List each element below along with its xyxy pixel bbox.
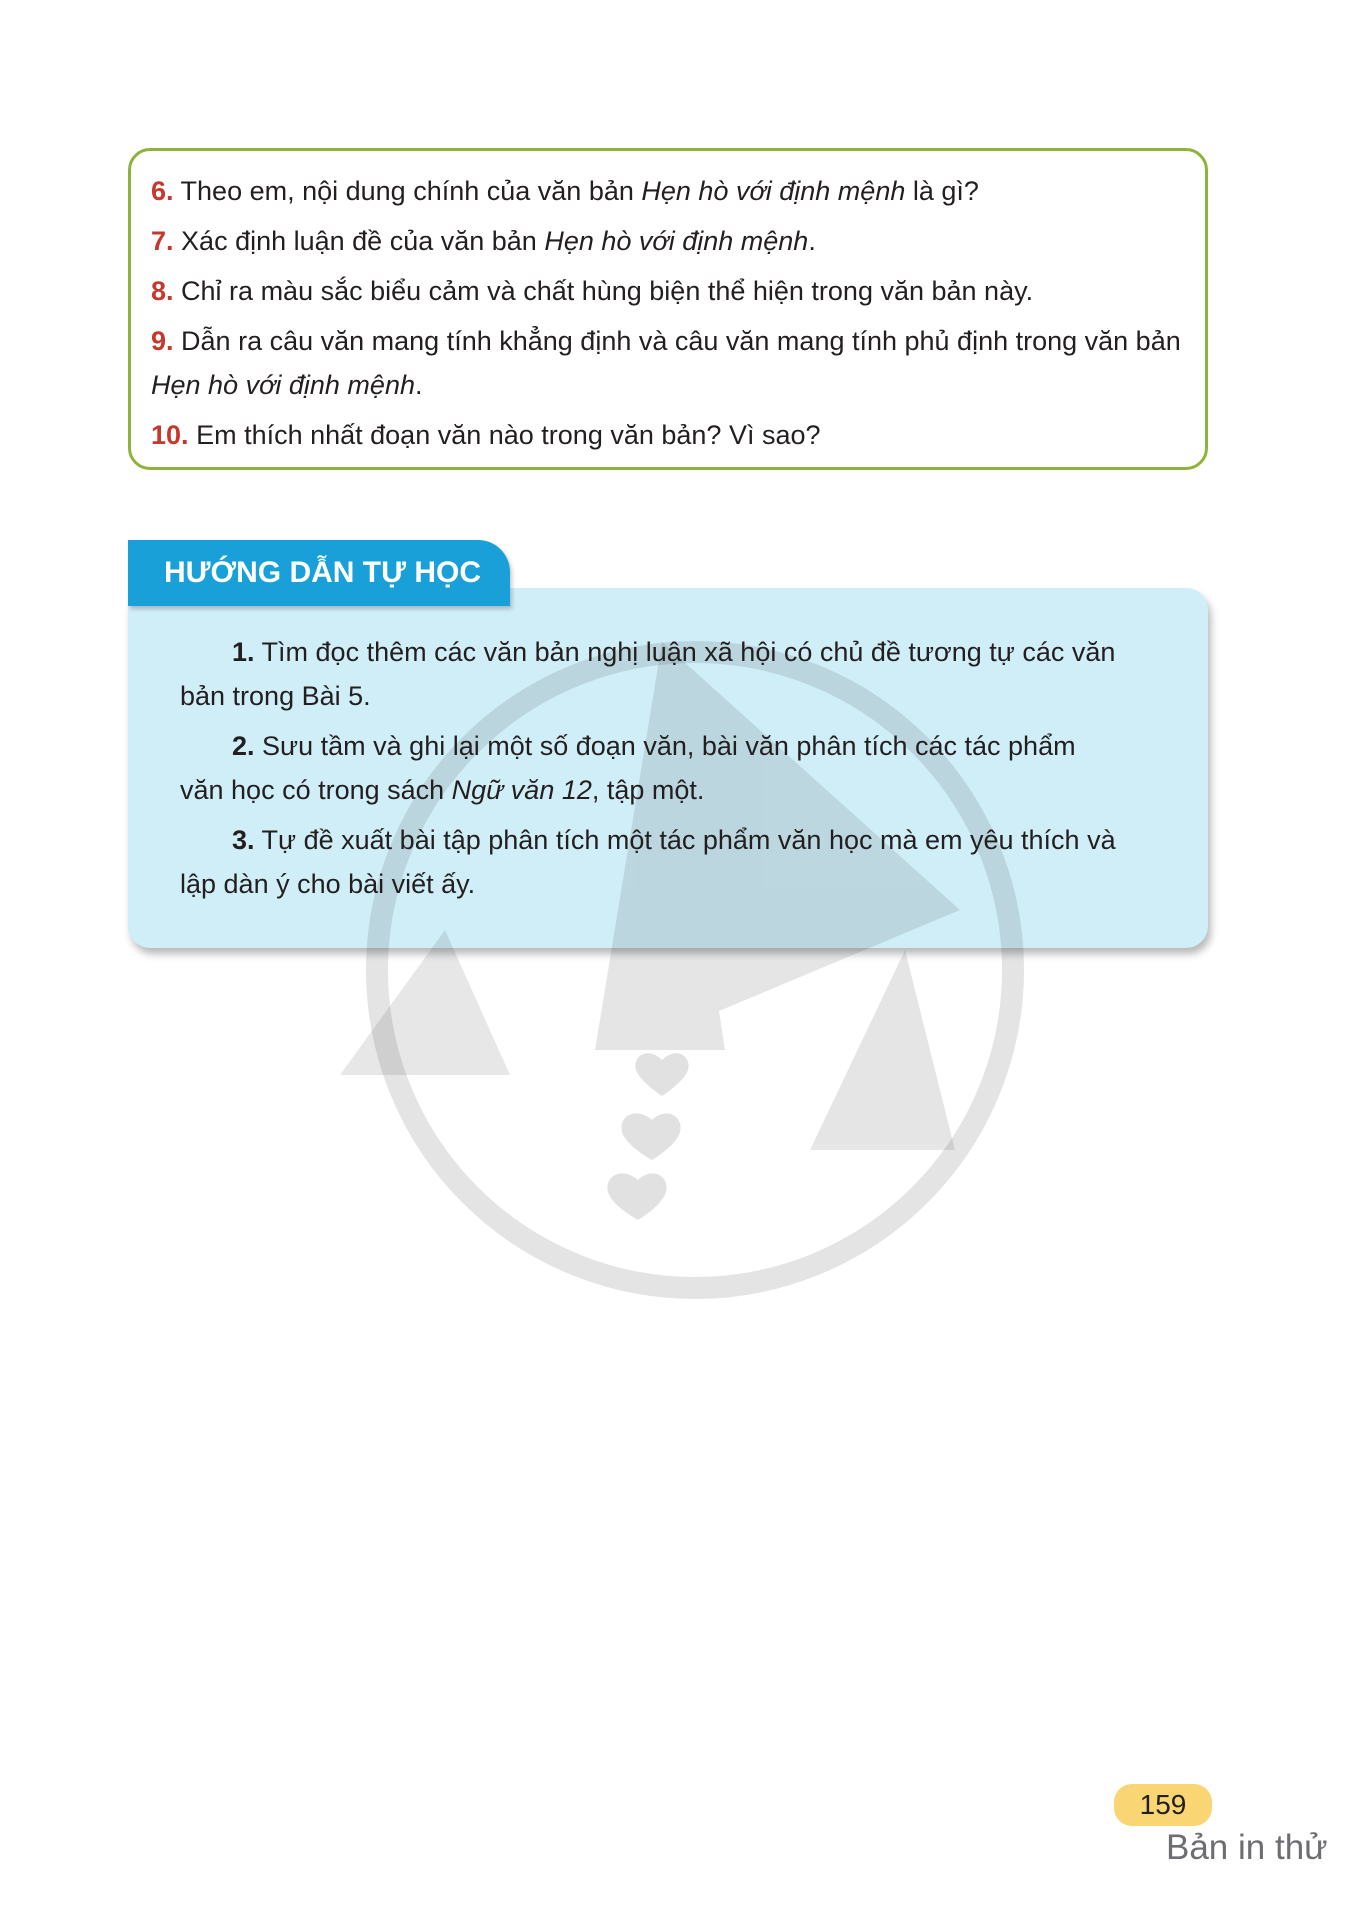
guide-title: HƯỚNG DẪN TỰ HỌC [164, 556, 482, 589]
guide-item-text: Tìm đọc thêm các văn bản nghị luận xã hội có chủ đề tương tự các văn [261, 637, 1116, 667]
work-title: Hẹn hò với định mệnh [544, 226, 809, 256]
question-text: Em thích nhất đoạn văn nào trong văn bản? Vì sao? [196, 420, 821, 450]
guide-item-2-continued [180, 768, 1148, 813]
draft-print-label: Bản in thử [1166, 1828, 1328, 1867]
guide-item-1-continued [180, 674, 1148, 719]
guide-item-text: văn học có trong sách [180, 775, 452, 805]
question-text: . [808, 226, 816, 256]
guide-item-text: bản trong Bài 5. [180, 681, 371, 711]
question-text: là gì? [905, 176, 979, 206]
guide-item-number: 3. [232, 825, 255, 855]
guide-item-number: 2. [232, 731, 255, 761]
guide-item-number: 1. [232, 637, 255, 667]
guide-item-text: lập dàn ý cho bài viết ấy. [180, 869, 476, 899]
question-number: 8. [151, 276, 174, 306]
work-title: Hẹn hò với định mệnh [641, 176, 906, 206]
question-6 [151, 169, 1189, 213]
question-text: Theo em, nội dung chính của văn bản [180, 176, 642, 206]
questions-box [128, 148, 1208, 470]
guide-item-3-continued [180, 862, 1148, 907]
page-number-badge [1114, 1784, 1212, 1826]
guide-item-text: Sưu tầm và ghi lại một số đoạn văn, bài văn phân tích các tác phẩm [262, 731, 1076, 761]
question-number: 7. [151, 226, 174, 256]
question-text: Dẫn ra câu văn mang tính khẳng định và câu văn mang tính phủ định trong văn bản [181, 326, 1181, 356]
question-text: Xác định luận đề của văn bản [181, 226, 545, 256]
guide-item-2 [180, 724, 1148, 769]
guide-header-tab [128, 540, 510, 606]
question-number: 9. [151, 326, 174, 356]
question-text: Chỉ ra màu sắc biểu cảm và chất hùng biện thể hiện trong văn bản này. [181, 276, 1034, 306]
page-number: 159 [1139, 1789, 1187, 1820]
question-8 [151, 269, 1189, 313]
self-study-guide-box [128, 588, 1208, 948]
question-text: . [414, 370, 423, 400]
question-10 [151, 413, 1189, 457]
guide-item-1 [180, 630, 1148, 675]
guide-item-text: Tự đề xuất bài tập phân tích một tác phẩm văn học mà em yêu thích và [261, 825, 1116, 855]
guide-item-3 [180, 818, 1148, 863]
question-9-continued [151, 363, 1189, 407]
book-title: Ngữ văn 12 [451, 775, 592, 805]
question-number: 6. [151, 176, 174, 206]
question-9 [151, 319, 1189, 363]
question-number: 10. [151, 420, 189, 450]
question-7 [151, 219, 1189, 263]
guide-item-text: , tập một. [591, 775, 705, 805]
work-title: Hẹn hò với định mệnh [151, 370, 415, 400]
